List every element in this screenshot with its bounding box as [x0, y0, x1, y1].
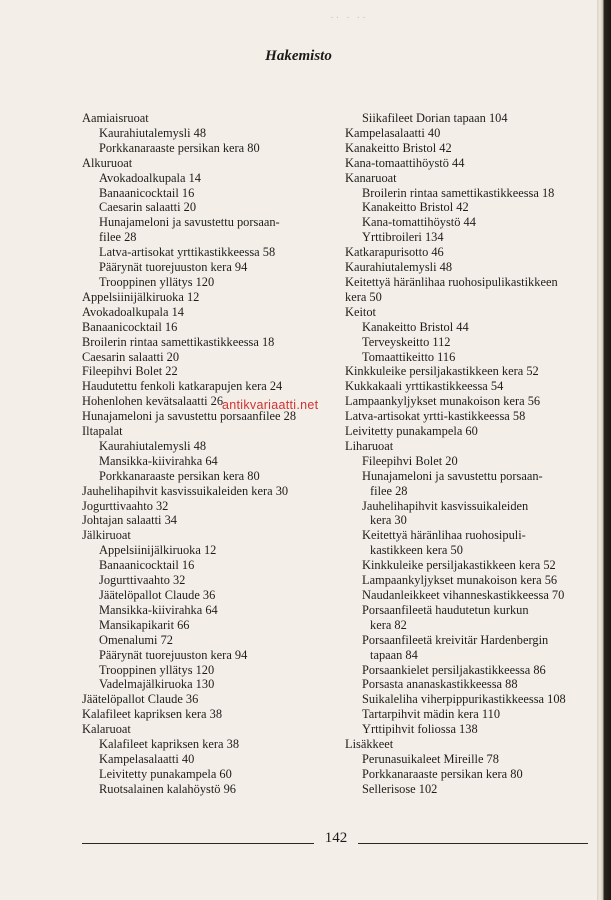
index-subentry: kastikkeen kera 50	[370, 543, 463, 558]
index-subentry: filee 28	[99, 230, 137, 245]
index-entry: Keitot	[345, 304, 376, 319]
index-subentry: Yrttipihvit foliossa 138	[362, 722, 478, 737]
index-entry: Banaanicocktail 16	[82, 319, 178, 334]
index-entry: Appelsiinijälkiruoka 12	[82, 289, 200, 304]
index-subentry: Suikaleliha viherpippurikastikkeessa 108	[362, 692, 566, 707]
index-subentry: Tartarpihvit mädin kera 110	[362, 707, 501, 722]
index-subentry: tapaan 84	[370, 647, 418, 662]
index-entry: Johtajan salaatti 34	[82, 513, 177, 528]
index-entry: Kanaruoat	[345, 170, 397, 185]
index-subentry: Banaanicocktail 16	[99, 558, 195, 573]
index-subentry: kera 30	[370, 513, 407, 528]
index-entry: Keitettyä häränlihaa ruohosipulikastikkeen	[345, 274, 558, 289]
index-entry: Lisäkkeet	[345, 737, 394, 752]
index-entry: Kaurahiutalemysli 48	[345, 260, 453, 275]
index-subentry: Mansikapikarit 66	[99, 617, 190, 632]
page-number: 142	[324, 830, 348, 846]
index-subentry: Porsaanfileetä kreivitär Hardenbergin	[362, 632, 549, 647]
index-subentry: Trooppinen yllätys 120	[99, 662, 215, 677]
index-subentry: Mansikka-kiivirahka 64	[99, 453, 218, 468]
index-subentry: Porkkanaraaste persikan kera 80	[99, 468, 260, 483]
index-subentry: Appelsiinijälkiruoka 12	[99, 543, 217, 558]
index-subentry: Kanakeitto Bristol 44	[362, 319, 469, 334]
index-entry: Hunajameloni ja savustettu porsaanfilee 28	[82, 409, 297, 424]
index-column-left	[82, 111, 332, 797]
index-entry: Kukkakaali yrttikastikkeessa 54	[345, 379, 504, 394]
index-column-right	[345, 111, 595, 797]
index-subentry: Perunasuikaleet Mireille 78	[362, 751, 499, 766]
index-entry: Iltapalat	[82, 424, 123, 439]
index-entry: Kinkkuleike persiljakastikkeen kera 52	[345, 364, 539, 379]
index-subentry: Päärynät tuorejuuston kera 94	[99, 260, 248, 275]
index-entry: Katkarapurisotto 46	[345, 245, 444, 260]
index-subentry: Avokadoalkupala 14	[99, 170, 201, 185]
index-subentry: Latva-artisokat yrttikastikkeessa 58	[99, 245, 276, 260]
index-entry: Haudutettu fenkoli katkarapujen kera 24	[82, 379, 283, 394]
index-subentry: Mansikka-kiivirahka 64	[99, 602, 218, 617]
index-subentry: Hunajameloni ja savustettu porsaan-	[99, 215, 280, 230]
index-entry: kera 50	[345, 289, 382, 304]
index-subentry: filee 28	[370, 483, 408, 498]
page-title: Hakemisto	[265, 48, 332, 64]
index-subentry: Lampaankyljykset munakoison kera 56	[362, 573, 558, 588]
index-entry: Lampaankyljykset munakoison kera 56	[345, 394, 541, 409]
index-entry: Broilerin rintaa samettikastikkeessa 18	[82, 334, 275, 349]
print-smudge: ·· · ··	[330, 12, 368, 24]
index-subentry: Broilerin rintaa samettikastikkeessa 18	[362, 185, 555, 200]
index-subentry: Ruotsalainen kalahöystö 96	[99, 781, 236, 796]
index-entry: Kalafileet kapriksen kera 38	[82, 707, 223, 722]
index-subentry: Leivitetty punakampela 60	[99, 766, 232, 781]
index-subentry: Fileepihvi Bolet 20	[362, 453, 458, 468]
footer-rule-left	[82, 843, 314, 844]
index-subentry: Banaanicocktail 16	[99, 185, 195, 200]
index-subentry: Kaurahiutalemysli 48	[99, 438, 207, 453]
index-entry: Kanakeitto Bristol 42	[345, 140, 452, 155]
index-entry: Caesarin salaatti 20	[82, 349, 180, 364]
index-subentry: Vadelmajälkiruoka 130	[99, 677, 215, 692]
index-subentry: Kalafileet kapriksen kera 38	[99, 737, 240, 752]
index-subentry: Yrttibroileri 134	[362, 230, 444, 245]
index-entry: Jälkiruoat	[82, 528, 131, 543]
index-subentry: Trooppinen yllätys 120	[99, 274, 215, 289]
index-subentry: Päärynät tuorejuuston kera 94	[99, 647, 248, 662]
index-entry: Kampelasalaatti 40	[345, 125, 441, 140]
index-subentry: Jäätelöpallot Claude 36	[99, 588, 216, 602]
index-entry: Avokadoalkupala 14	[82, 304, 184, 319]
footer-rule-right	[358, 843, 588, 844]
index-subentry: kera 82	[370, 617, 407, 632]
index-subentry: Jauhelihapihvit kasvissuikaleiden	[362, 498, 529, 513]
index-entry: Kalaruoat	[82, 722, 131, 737]
index-entry: Fileepihvi Bolet 22	[82, 364, 178, 379]
index-subentry: Jogurttivaahto 32	[99, 573, 186, 588]
index-subentry: Porsasta ananaskastikkeessa 88	[362, 677, 518, 692]
index-subentry: Terveyskeitto 112	[362, 334, 451, 349]
index-subentry: Kampelasalaatti 40	[99, 751, 195, 766]
index-subentry: Porsaankielet persiljakastikkeessa 86	[362, 662, 546, 677]
index-subentry: Porkkanaraaste persikan kera 80	[99, 140, 260, 155]
index-entry: Aamiaisruoat	[82, 111, 149, 125]
index-subentry: Siikafileet Dorian tapaan 104	[362, 111, 508, 125]
index-entry: Kana-tomaattihöystö 44	[345, 155, 465, 170]
index-subentry: Kana-tomattihöystö 44	[362, 215, 476, 230]
page-edge	[597, 0, 611, 900]
index-entry: Alkuruoat	[82, 155, 133, 170]
index-subentry: Sellerisose 102	[362, 781, 438, 796]
index-entry: Latva-artisokat yrtti-kastikkeessa 58	[345, 409, 526, 424]
index-subentry: Tomaattikeitto 116	[362, 349, 456, 364]
index-subentry: Keitettyä häränlihaa ruohosipuli-	[362, 528, 526, 543]
index-entry: Leivitetty punakampela 60	[345, 424, 478, 439]
index-subentry: Porsaanfileetä haudutetun kurkun	[362, 602, 529, 617]
index-subentry: Kaurahiutalemysli 48	[99, 125, 207, 140]
index-subentry: Omenalumi 72	[99, 632, 173, 647]
index-subentry: Kinkkuleike persiljakastikkeen kera 52	[362, 558, 556, 573]
index-entry: Jauhelihapihvit kasvissuikaleiden kera 30	[82, 483, 289, 498]
index-subentry: Caesarin salaatti 20	[99, 200, 197, 215]
index-subentry: Porkkanaraaste persikan kera 80	[362, 766, 523, 781]
index-subentry: Hunajameloni ja savustettu porsaan-	[362, 468, 543, 483]
index-entry: Jogurttivaahto 32	[82, 498, 169, 513]
watermark: antikvariaatti.net	[222, 398, 319, 412]
index-entry: Liharuoat	[345, 438, 394, 453]
index-entry: Hohenlohen kevätsalaatti 26	[82, 394, 224, 409]
index-entry: Jäätelöpallot Claude 36	[82, 692, 199, 707]
index-subentry: Naudanleikkeet vihanneskastikkeessa 70	[362, 588, 565, 602]
index-subentry: Kanakeitto Bristol 42	[362, 200, 469, 215]
